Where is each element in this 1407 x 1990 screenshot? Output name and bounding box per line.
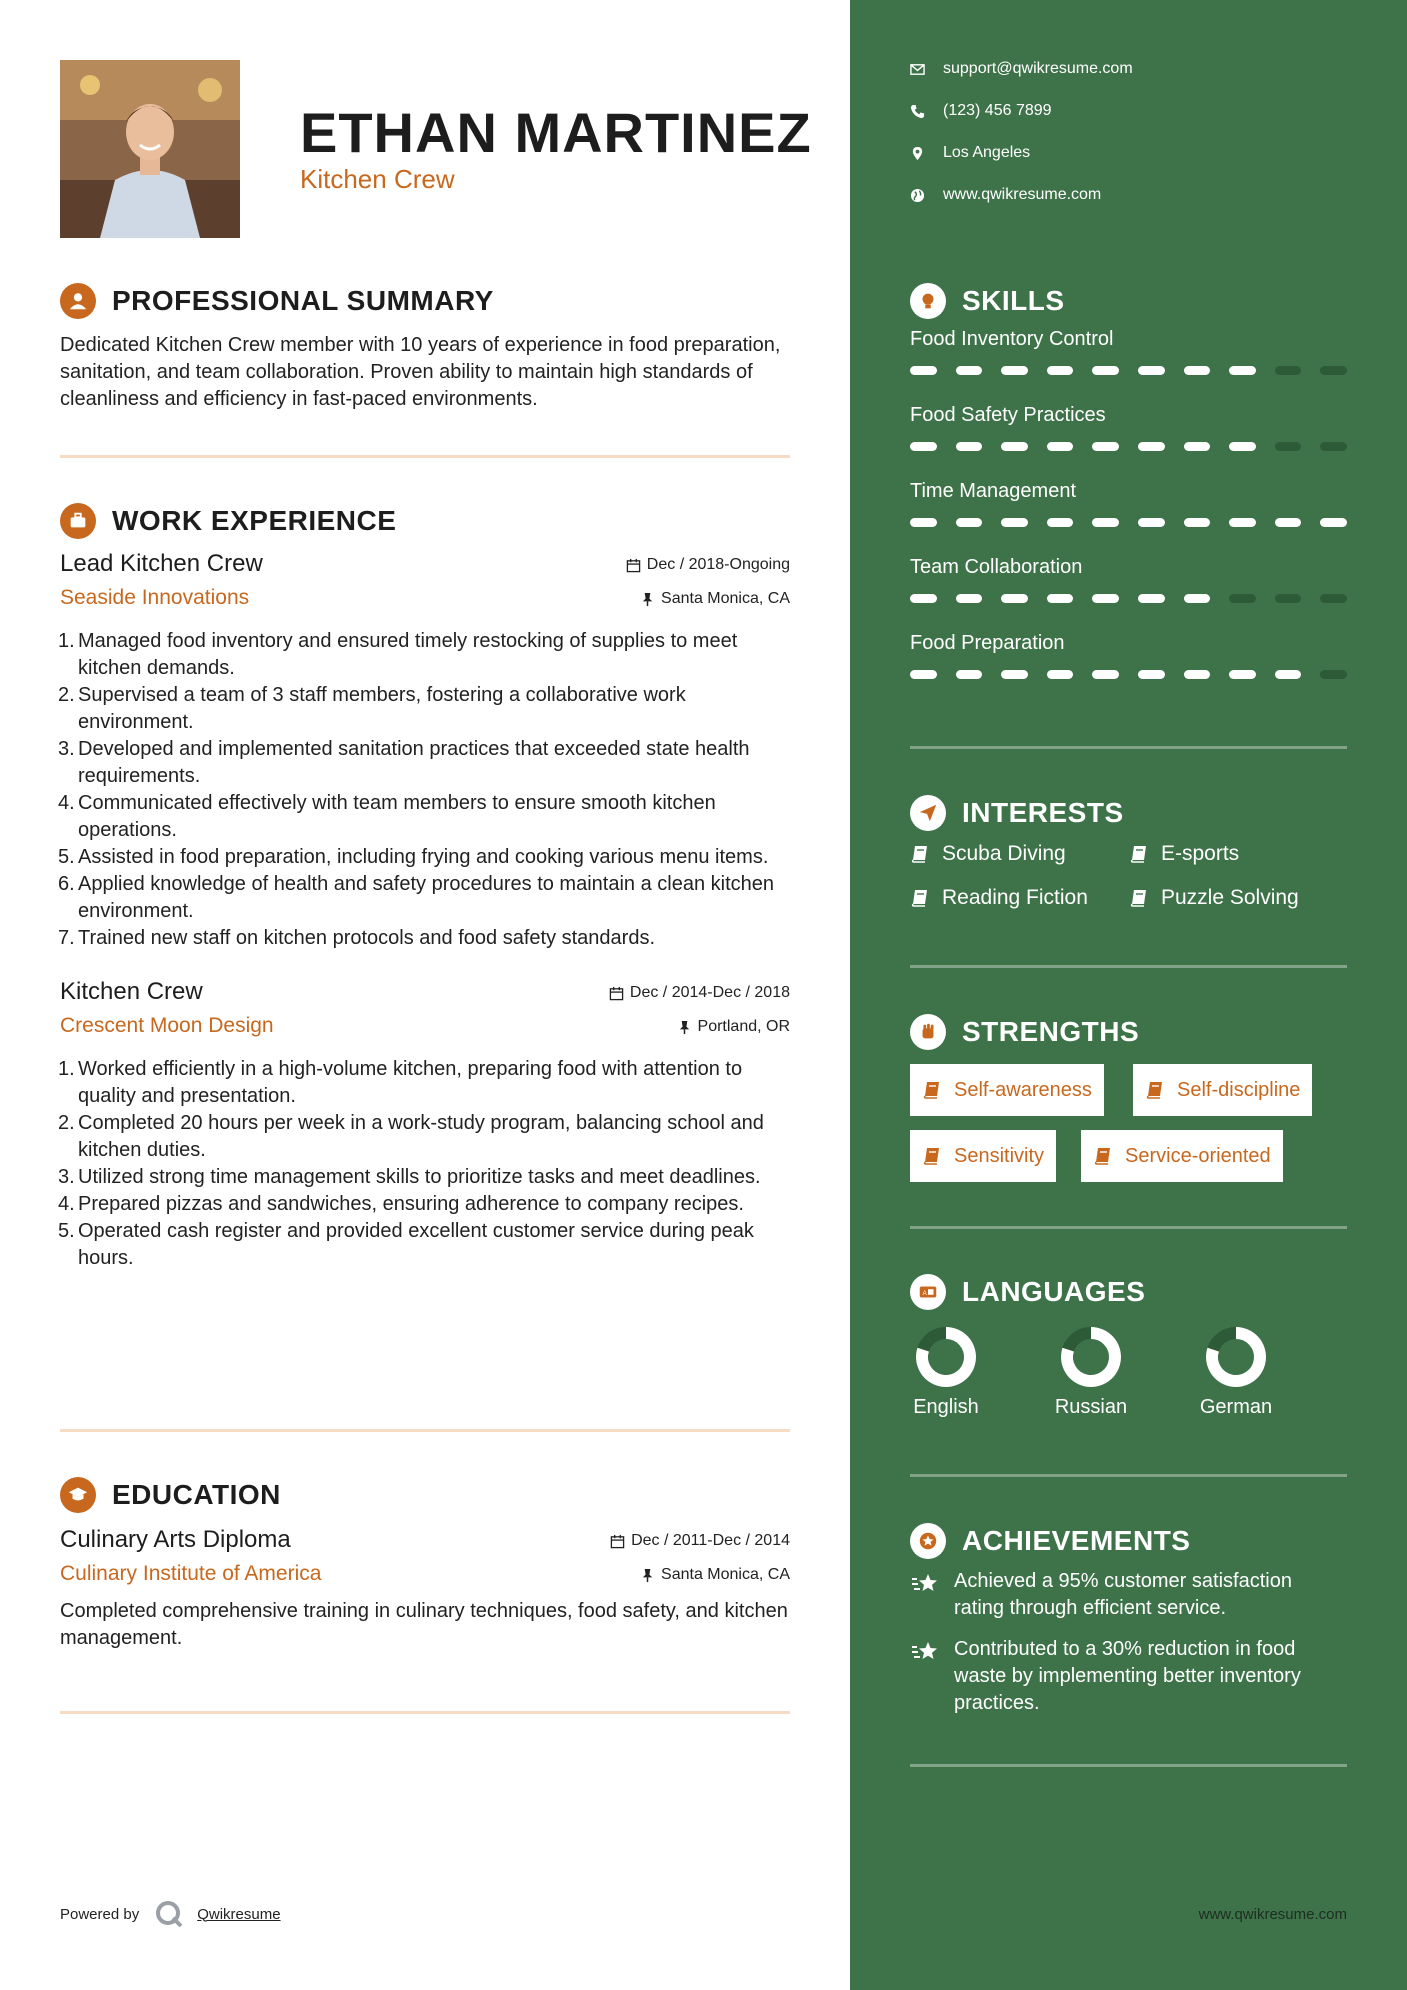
- qwikresume-logo-icon: [155, 1900, 183, 1928]
- skill-segment: [1092, 442, 1119, 451]
- strength-chip: Service-oriented: [1081, 1130, 1283, 1182]
- contact-phone[interactable]: (123) 456 7899: [910, 102, 1052, 120]
- section-divider: [60, 1429, 790, 1432]
- job-bullets: [60, 1056, 790, 1272]
- skill-level-bar: [910, 442, 1347, 452]
- footer-website[interactable]: www.qwikresume.com: [1198, 1906, 1347, 1923]
- calendar-icon: [610, 1534, 625, 1549]
- skill-segment: [1001, 670, 1028, 679]
- skill-segment: [1047, 670, 1074, 679]
- school-name: Culinary Institute of America: [60, 1562, 322, 1585]
- skills-heading: SKILLS: [962, 285, 1065, 316]
- skill-segment: [910, 366, 937, 375]
- list-item: 6. Applied knowledge of health and safety procedures to maintain a clean kitchen environment.: [58, 873, 775, 922]
- globe-icon: [910, 188, 925, 203]
- education-text: Completed comprehensive training in culinary techniques, food safety, and kitchen management.: [60, 1600, 788, 1649]
- book-icon: [910, 888, 930, 908]
- list-item: 1. Managed food inventory and ensured timely restocking of supplies to meet kitchen demands.: [58, 630, 738, 679]
- section-divider: [60, 455, 790, 458]
- skill-segment: [1320, 442, 1347, 451]
- section-divider: [910, 1226, 1347, 1229]
- list-item: 4. Prepared pizzas and sandwiches, ensuring adherence to company recipes.: [58, 1193, 744, 1215]
- interest-item: E-sports: [1129, 842, 1239, 866]
- skill-segment: [1001, 594, 1028, 603]
- skill-segment: [1184, 442, 1211, 451]
- skill-segment: [1229, 594, 1256, 603]
- skill-segment: [1320, 518, 1347, 527]
- section-divider: [910, 746, 1347, 749]
- interest-item: Scuba Diving: [910, 842, 1066, 866]
- skill-segment: [1047, 594, 1074, 603]
- skill-segment: [956, 366, 983, 375]
- job-title: Kitchen Crew: [60, 978, 203, 1005]
- skill-segment: [1138, 670, 1165, 679]
- skill-level-bar: [910, 594, 1347, 604]
- skill-segment: [956, 442, 983, 451]
- list-item: 2. Supervised a team of 3 staff members, fostering a collaborative work environment.: [58, 684, 686, 733]
- skill-segment: [1047, 366, 1074, 375]
- calendar-icon: [626, 558, 641, 573]
- sidebar: [850, 0, 1407, 1990]
- skill-item: [910, 556, 1347, 604]
- job-title: Lead Kitchen Crew: [60, 550, 263, 577]
- education-entry: [60, 1526, 790, 1652]
- pin-icon: [640, 592, 655, 607]
- candidate-title: Kitchen Crew: [300, 164, 455, 194]
- book-icon: [910, 844, 930, 864]
- skill-name: Time Management: [910, 480, 1076, 502]
- skill-segment: [1229, 518, 1256, 527]
- skill-segment: [956, 518, 983, 527]
- section-divider: [910, 965, 1347, 968]
- contact-email[interactable]: support@qwikresume.com: [910, 60, 1133, 78]
- skill-segment: [1001, 442, 1028, 451]
- language-name: Russian: [1054, 1396, 1128, 1418]
- skill-segment: [1184, 518, 1211, 527]
- job-entry: [60, 550, 790, 952]
- skill-segment: [1275, 670, 1302, 679]
- job-entry: [60, 978, 790, 1272]
- translate-icon: [910, 1274, 946, 1310]
- skill-segment: [1184, 670, 1211, 679]
- education-dates: Dec / 2011-Dec / 2014: [631, 1532, 790, 1549]
- strength-chip: Self-awareness: [910, 1064, 1104, 1116]
- list-item: 3. Developed and implemented sanitation practices that exceeded state health requirements.: [58, 738, 750, 787]
- education-location: Santa Monica, CA: [661, 1566, 790, 1583]
- section-divider: [910, 1474, 1347, 1477]
- company-name: Crescent Moon Design: [60, 1014, 274, 1037]
- map-pin-icon: [910, 146, 925, 161]
- briefcase-icon: [60, 503, 96, 539]
- skill-segment: [1275, 518, 1302, 527]
- list-item: 2. Completed 20 hours per week in a work-study program, balancing school and kitchen duties.: [58, 1112, 764, 1161]
- language-item: [886, 1326, 1006, 1419]
- calendar-icon: [609, 986, 624, 1001]
- job-location: Portland, OR: [697, 1018, 790, 1035]
- fist-icon: [910, 1014, 946, 1050]
- skill-segment: [1001, 518, 1028, 527]
- contact-website[interactable]: www.qwikresume.com: [910, 186, 1101, 204]
- education-heading: EDUCATION: [112, 1479, 281, 1510]
- strength-chip: Self-discipline: [1133, 1064, 1312, 1116]
- star-badge-icon: [910, 1523, 946, 1559]
- language-level-ring: [1060, 1326, 1122, 1388]
- interest-item: Reading Fiction: [910, 886, 1088, 910]
- qwikresume-link[interactable]: Qwikresume: [197, 1905, 281, 1923]
- strength-chip: Sensitivity: [910, 1130, 1056, 1182]
- achievements-section: [910, 1522, 1347, 1560]
- skill-segment: [1138, 518, 1165, 527]
- job-dates: Dec / 2014-Dec / 2018: [629, 984, 790, 1001]
- skill-name: Food Preparation: [910, 632, 1065, 654]
- job-location: Santa Monica, CA: [661, 590, 790, 607]
- skills-section: [910, 282, 1347, 708]
- lightbulb-icon: [910, 283, 946, 319]
- skill-item: [910, 480, 1347, 528]
- skill-name: Team Collaboration: [910, 556, 1083, 578]
- graduation-cap-icon: [60, 1477, 96, 1513]
- book-icon: [922, 1080, 942, 1100]
- skill-segment: [910, 594, 937, 603]
- skill-segment: [1275, 594, 1302, 603]
- list-item: 4. Communicated effectively with team members to ensure smooth kitchen operations.: [58, 792, 716, 841]
- list-item: 5. Assisted in food preparation, including frying and cooking various menu items.: [58, 846, 769, 868]
- skill-segment: [910, 518, 937, 527]
- skill-segment: [1138, 442, 1165, 451]
- languages-heading: LANGUAGES: [962, 1276, 1146, 1307]
- book-icon: [922, 1146, 942, 1166]
- achievement-item: Achieved a 95% customer satisfaction rating through efficient service.: [910, 1568, 1347, 1622]
- book-icon: [1093, 1146, 1113, 1166]
- pin-icon: [677, 1020, 692, 1035]
- pin-icon: [640, 1568, 655, 1583]
- list-item: 1. Worked efficiently in a high-volume kitchen, preparing food with attention to quality and presentation.: [58, 1058, 743, 1107]
- skills-list: [910, 328, 1347, 680]
- footer-powered-by: [60, 1900, 281, 1928]
- interest-item: Puzzle Solving: [1129, 886, 1299, 910]
- interests-heading: INTERESTS: [962, 797, 1124, 828]
- skill-segment: [1320, 594, 1347, 603]
- skill-level-bar: [910, 366, 1347, 376]
- book-icon: [1129, 844, 1149, 864]
- skill-segment: [1320, 366, 1347, 375]
- skill-segment: [1229, 366, 1256, 375]
- summary-section: [60, 282, 790, 413]
- svg-text:A: A: [922, 1289, 927, 1297]
- skill-segment: [1320, 670, 1347, 679]
- skill-segment: [1275, 442, 1302, 451]
- section-divider: [60, 1711, 790, 1714]
- user-icon: [60, 283, 96, 319]
- strengths-section: [910, 1013, 1347, 1051]
- skill-segment: [1092, 518, 1119, 527]
- education-section: [60, 1476, 790, 1652]
- language-name: English: [913, 1396, 979, 1418]
- language-item: [1176, 1326, 1296, 1419]
- achievement-item: Contributed to a 30% reduction in food waste by implementing better inventory practices.: [910, 1636, 1347, 1717]
- summary-text: Dedicated Kitchen Crew member with 10 years of experience in food preparation, sanitation, and team collaboration. Proven ability to maintain high standards of cleanliness and efficiency in fast-paced environments.: [60, 334, 781, 410]
- list-item: 5. Operated cash register and provided excellent customer service during peak hours.: [58, 1220, 754, 1269]
- skill-segment: [1092, 670, 1119, 679]
- degree-title: Culinary Arts Diploma: [60, 1526, 291, 1553]
- skill-segment: [1092, 594, 1119, 603]
- experience-section: [60, 502, 790, 1272]
- skill-level-bar: [910, 670, 1347, 680]
- skill-segment: [1229, 442, 1256, 451]
- achievements-heading: ACHIEVEMENTS: [962, 1525, 1191, 1556]
- skill-segment: [1092, 366, 1119, 375]
- profile-photo: [60, 60, 240, 238]
- shooting-star-icon: [910, 1570, 940, 1600]
- skill-item: [910, 404, 1347, 452]
- list-item: 7. Trained new staff on kitchen protocols and food safety standards.: [58, 927, 656, 949]
- skill-segment: [1047, 518, 1074, 527]
- shooting-star-icon: [910, 1638, 940, 1668]
- skill-segment: [956, 594, 983, 603]
- job-dates: Dec / 2018-Ongoing: [646, 556, 790, 573]
- skill-item: [910, 328, 1347, 376]
- languages-section: [910, 1273, 1347, 1311]
- contact-location: Los Angeles: [910, 144, 1030, 162]
- skill-item: [910, 632, 1347, 680]
- skill-segment: [1184, 594, 1211, 603]
- language-item: [1031, 1326, 1151, 1419]
- language-level-ring: [1205, 1326, 1267, 1388]
- language-name: German: [1199, 1396, 1273, 1418]
- skill-name: Food Inventory Control: [910, 328, 1114, 350]
- company-name: Seaside Innovations: [60, 586, 250, 609]
- skill-segment: [1184, 366, 1211, 375]
- language-level-ring: [915, 1326, 977, 1388]
- candidate-name: ETHAN MARTINEZ: [300, 101, 812, 164]
- skill-segment: [1138, 366, 1165, 375]
- section-divider: [910, 1764, 1347, 1767]
- skill-segment: [1275, 366, 1302, 375]
- phone-icon: [910, 104, 925, 119]
- book-icon: [1129, 888, 1149, 908]
- book-icon: [1145, 1080, 1165, 1100]
- skill-segment: [1229, 670, 1256, 679]
- skill-segment: [910, 670, 937, 679]
- powered-by-label: Powered by: [60, 1905, 140, 1923]
- job-bullets: [60, 628, 790, 952]
- skill-name: Food Safety Practices: [910, 404, 1106, 426]
- skill-segment: [1138, 594, 1165, 603]
- list-item: 3. Utilized strong time management skills to prioritize tasks and meet deadlines.: [58, 1166, 761, 1188]
- interests-section: [910, 794, 1347, 832]
- skill-segment: [956, 670, 983, 679]
- strengths-heading: STRENGTHS: [962, 1016, 1140, 1047]
- paper-plane-icon: [910, 795, 946, 831]
- skill-segment: [1047, 442, 1074, 451]
- skill-segment: [910, 442, 937, 451]
- summary-heading: PROFESSIONAL SUMMARY: [112, 285, 494, 316]
- envelope-icon: [910, 62, 925, 77]
- experience-heading: WORK EXPERIENCE: [112, 505, 397, 536]
- skill-level-bar: [910, 518, 1347, 528]
- skill-segment: [1001, 366, 1028, 375]
